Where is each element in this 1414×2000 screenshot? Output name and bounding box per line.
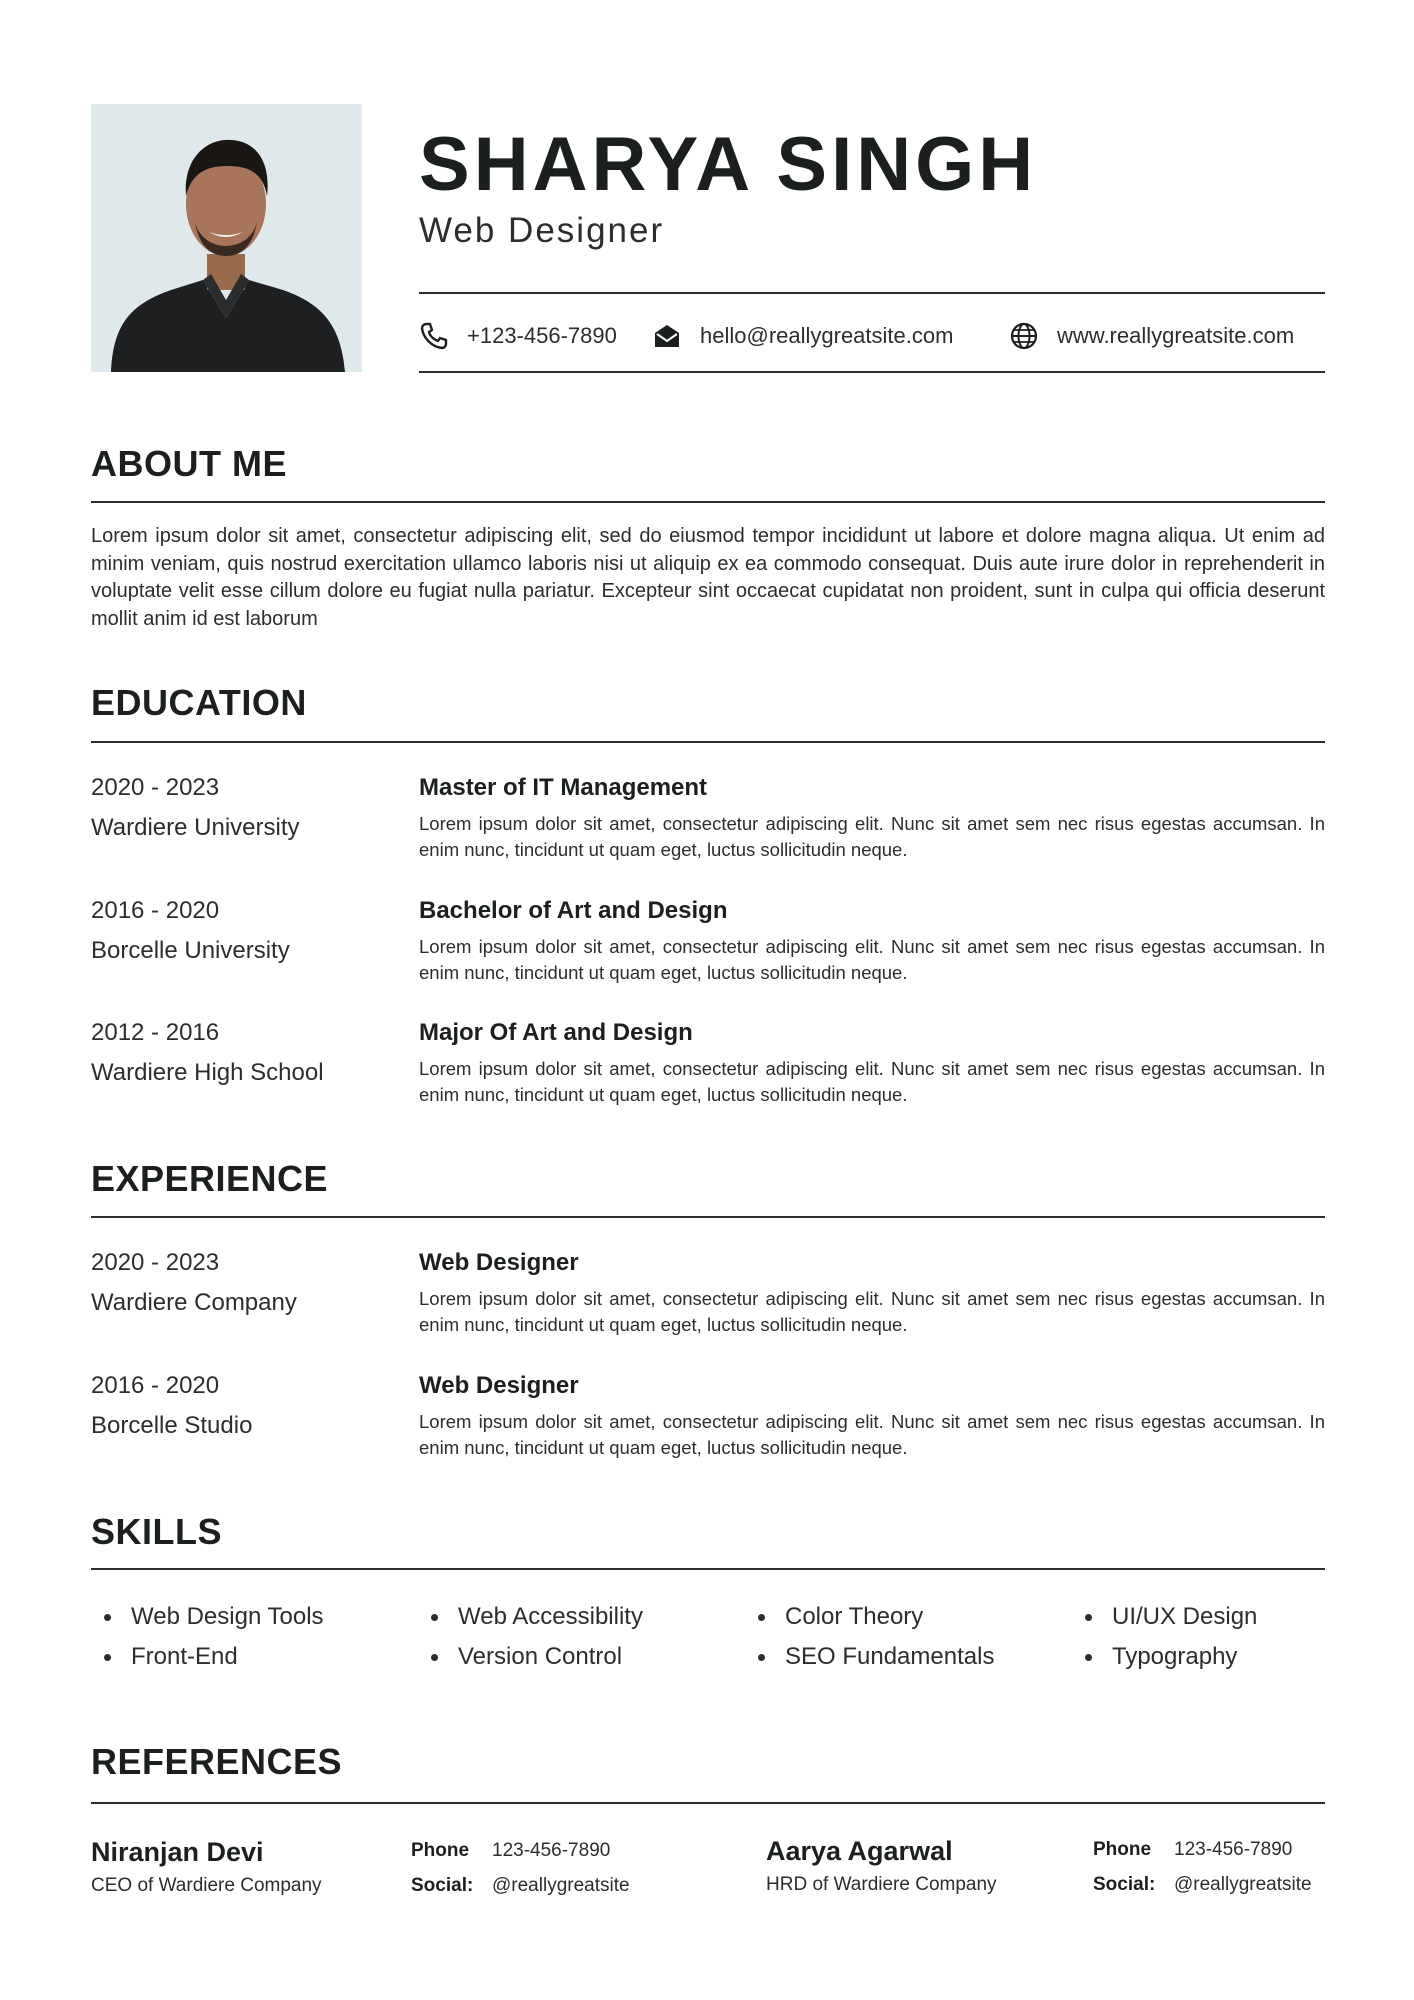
skills-column bbox=[745, 1597, 1045, 1677]
phone-label: Phone bbox=[1093, 1839, 1152, 1860]
contact-phone bbox=[419, 314, 617, 358]
education-years: 2020 - 2023 bbox=[91, 774, 220, 801]
contact-website bbox=[1009, 314, 1294, 358]
skill-label: Front-End bbox=[131, 1643, 238, 1670]
bullet-icon bbox=[758, 1614, 765, 1621]
website-url: www.reallygreatsite.com bbox=[1057, 323, 1295, 348]
skill-item bbox=[91, 1637, 391, 1677]
bullet-icon bbox=[431, 1614, 438, 1621]
header-divider-top bbox=[419, 292, 1325, 294]
skill-label: Version Control bbox=[458, 1643, 623, 1670]
skill-label: Typography bbox=[1112, 1643, 1238, 1670]
reference-name: Niranjan Devi bbox=[91, 1837, 264, 1867]
bullet-icon bbox=[104, 1614, 111, 1621]
education-school: Wardiere University bbox=[91, 814, 300, 841]
envelope-icon bbox=[652, 321, 682, 351]
social-handle: @reallygreatsite bbox=[492, 1875, 630, 1896]
about-divider bbox=[91, 501, 1325, 503]
skill-label: Web Design Tools bbox=[131, 1603, 324, 1630]
experience-years: 2020 - 2023 bbox=[91, 1249, 220, 1276]
education-degree: Bachelor of Art and Design bbox=[419, 897, 728, 924]
phone-value: 123-456-7890 bbox=[1174, 1839, 1293, 1860]
phone-number: +123-456-7890 bbox=[467, 323, 617, 348]
experience-description: Lorem ipsum dolor sit amet, consectetur adipiscing elit. Nunc sit amet sem nec risus egestas accumsan. In enim nunc, tincidunt ut quam eget, luctus sollicitudin neque. bbox=[419, 1411, 1325, 1458]
references-divider bbox=[91, 1802, 1325, 1804]
globe-icon bbox=[1009, 321, 1039, 351]
social-label: Social: bbox=[1093, 1874, 1156, 1895]
experience-entry bbox=[91, 1248, 1325, 1358]
bullet-icon bbox=[1085, 1654, 1092, 1661]
skill-item bbox=[745, 1637, 1045, 1677]
about-text: Lorem ipsum dolor sit amet, consectetur adipiscing elit, sed do eiusmod tempor incididunt ut labore et dolore magna aliqua. Ut enim ad minim veniam, quis nostrud exercitation ullamco laboris nisi ut aliquip ex ea commodo consequat. Duis aute irure dolor in reprehenderit in voluptate velit esse cillum dolore eu fugiat nulla pariatur. Excepteur sint occaecat cupidatat non proident, sunt in culpa qui officia deserunt mollit anim id est laborum bbox=[91, 525, 1325, 630]
skill-item bbox=[91, 1597, 391, 1637]
full-name: SHARYA SINGH bbox=[419, 122, 1038, 207]
education-degree: Master of IT Management bbox=[419, 774, 708, 801]
phone-label: Phone bbox=[411, 1840, 470, 1861]
skill-label: Web Accessibility bbox=[458, 1603, 643, 1630]
education-description: Lorem ipsum dolor sit amet, consectetur adipiscing elit. Nunc sit amet sem nec risus egestas accumsan. In enim nunc, tincidunt ut quam eget, luctus sollicitudin neque. bbox=[419, 813, 1325, 860]
skill-label: UI/UX Design bbox=[1112, 1603, 1258, 1630]
bullet-icon bbox=[431, 1654, 438, 1661]
education-entry bbox=[91, 896, 1325, 1006]
education-description: Lorem ipsum dolor sit amet, consectetur adipiscing elit. Nunc sit amet sem nec risus egestas accumsan. In enim nunc, tincidunt ut quam eget, luctus sollicitudin neque. bbox=[419, 936, 1325, 983]
skills-column bbox=[91, 1597, 391, 1677]
bullet-icon bbox=[758, 1654, 765, 1661]
skill-item bbox=[418, 1637, 718, 1677]
skills-divider bbox=[91, 1568, 1325, 1570]
experience-position: Web Designer bbox=[419, 1249, 579, 1276]
education-heading: EDUCATION bbox=[91, 682, 307, 723]
skills-heading: SKILLS bbox=[91, 1511, 223, 1552]
contact-email bbox=[652, 314, 953, 358]
reference-name: Aarya Agarwal bbox=[766, 1836, 953, 1866]
reference-social bbox=[411, 1874, 630, 1898]
skill-label: SEO Fundamentals bbox=[785, 1643, 995, 1670]
education-school: Borcelle University bbox=[91, 937, 290, 964]
header-divider-bottom bbox=[419, 371, 1325, 373]
bullet-icon bbox=[1085, 1614, 1092, 1621]
reference-position: HRD of Wardiere Company bbox=[766, 1874, 997, 1895]
phone-icon bbox=[419, 321, 449, 351]
education-entry bbox=[91, 1018, 1325, 1128]
education-description: Lorem ipsum dolor sit amet, consectetur adipiscing elit. Nunc sit amet sem nec risus egestas accumsan. In enim nunc, tincidunt ut quam eget, luctus sollicitudin neque. bbox=[419, 1058, 1325, 1105]
experience-heading: EXPERIENCE bbox=[91, 1158, 329, 1199]
skills-column bbox=[418, 1597, 718, 1677]
profile-photo bbox=[91, 104, 362, 372]
education-entry bbox=[91, 773, 1325, 883]
experience-divider bbox=[91, 1216, 1325, 1218]
reference-phone bbox=[411, 1839, 610, 1863]
email-address: hello@reallygreatsite.com bbox=[700, 323, 954, 348]
skill-item bbox=[745, 1597, 1045, 1637]
education-degree: Major Of Art and Design bbox=[419, 1019, 693, 1046]
experience-position: Web Designer bbox=[419, 1372, 579, 1399]
job-title: Web Designer bbox=[419, 211, 665, 250]
education-years: 2012 - 2016 bbox=[91, 1019, 220, 1046]
skill-item bbox=[418, 1597, 718, 1637]
education-years: 2016 - 2020 bbox=[91, 897, 220, 924]
social-handle: @reallygreatsite bbox=[1174, 1874, 1312, 1895]
experience-description: Lorem ipsum dolor sit amet, consectetur adipiscing elit. Nunc sit amet sem nec risus egestas accumsan. In enim nunc, tincidunt ut quam eget, luctus sollicitudin neque. bbox=[419, 1288, 1325, 1335]
education-divider bbox=[91, 741, 1325, 743]
about-heading: ABOUT ME bbox=[91, 443, 287, 484]
phone-value: 123-456-7890 bbox=[492, 1840, 611, 1861]
references-heading: REFERENCES bbox=[91, 1741, 343, 1782]
reference-social bbox=[1093, 1873, 1312, 1897]
experience-entry bbox=[91, 1371, 1325, 1481]
experience-company: Wardiere Company bbox=[91, 1289, 297, 1316]
skill-item bbox=[1072, 1597, 1372, 1637]
experience-years: 2016 - 2020 bbox=[91, 1372, 220, 1399]
education-school: Wardiere High School bbox=[91, 1059, 324, 1086]
skill-label: Color Theory bbox=[785, 1603, 924, 1630]
reference-phone bbox=[1093, 1838, 1292, 1862]
social-label: Social: bbox=[411, 1875, 474, 1896]
skills-column bbox=[1072, 1597, 1372, 1677]
reference-position: CEO of Wardiere Company bbox=[91, 1875, 322, 1896]
skill-item bbox=[1072, 1637, 1372, 1677]
experience-company: Borcelle Studio bbox=[91, 1412, 253, 1439]
bullet-icon bbox=[104, 1654, 111, 1661]
